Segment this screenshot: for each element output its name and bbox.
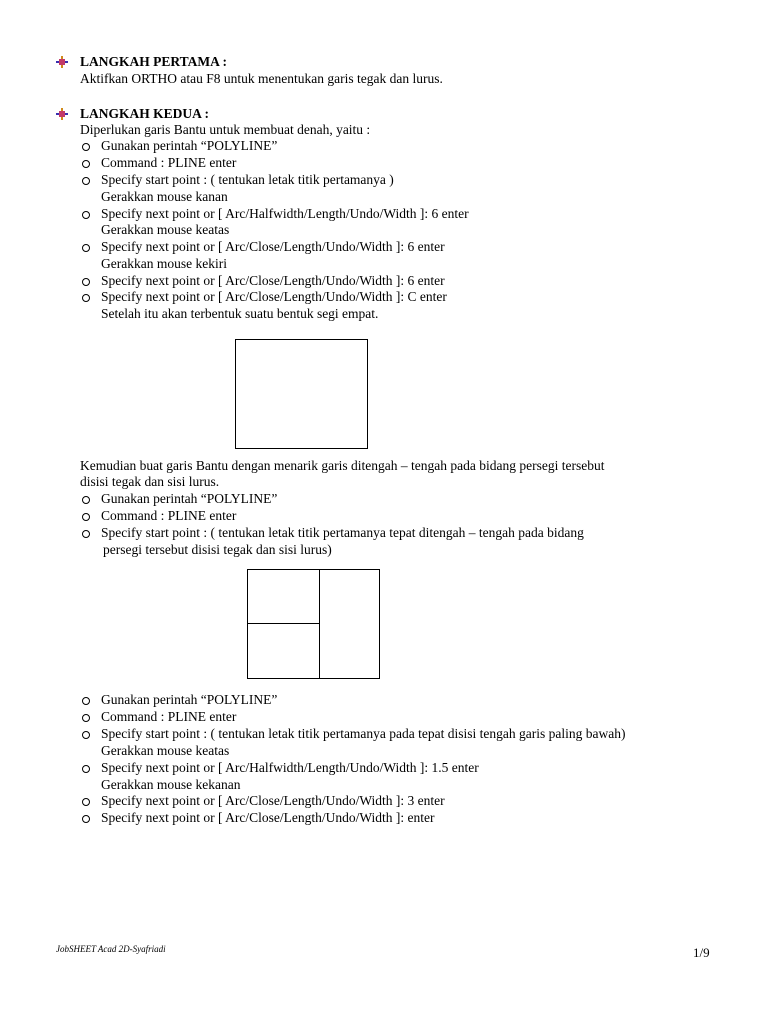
section3-intro: disisi tegak dan sisi lurus.: [80, 474, 220, 489]
vertical-divider: [319, 569, 320, 679]
section2-heading: LANGKAH KEDUA :: [80, 106, 210, 121]
list-bullet: [82, 143, 90, 151]
divided-square-diagram: [247, 569, 380, 679]
list-item: Gunakan perintah “POLYLINE”: [101, 491, 278, 506]
list-item: Specify start point : ( tentukan letak titik pertamanya ): [101, 172, 394, 187]
list-item: Specify start point : ( tentukan letak titik pertamanya tepat ditengah – tengah pada bidang: [101, 525, 584, 540]
section1-heading: LANGKAH PERTAMA :: [80, 54, 228, 69]
list-bullet: [82, 496, 90, 504]
section2-intro: Diperlukan garis Bantu untuk membuat denah, yaitu :: [80, 122, 371, 137]
list-bullet: [82, 211, 90, 219]
list-bullet: [82, 815, 90, 823]
bullet-icon: [56, 56, 68, 68]
list-item: Command : PLINE enter: [101, 709, 237, 724]
footer-title: JobSHEET Acad 2D-Syafriadi: [56, 944, 166, 954]
list-item: Specify start point : ( tentukan letak titik pertamanya pada tepat disisi tengah garis paling bawah): [101, 726, 626, 741]
page-number: 1/9: [693, 945, 710, 960]
list-subtext: Gerakkan mouse kekanan: [101, 777, 241, 792]
list-subtext: Gerakkan mouse keatas: [101, 222, 230, 237]
list-bullet: [82, 177, 90, 185]
list-bullet: [82, 278, 90, 286]
list-subtext: persegi tersebut disisi tegak dan sisi lurus): [103, 542, 332, 557]
list-item: Gunakan perintah “POLYLINE”: [101, 692, 278, 707]
list-item: Specify next point or [ Arc/Halfwidth/Length/Undo/Width ]: 6 enter: [101, 206, 469, 221]
list-item: Specify next point or [ Arc/Close/Length/Undo/Width ]: C enter: [101, 289, 447, 304]
list-subtext: Gerakkan mouse keatas: [101, 743, 230, 758]
list-subtext: Gerakkan mouse kekiri: [101, 256, 227, 271]
list-item: Specify next point or [ Arc/Close/Length/Undo/Width ]: 6 enter: [101, 239, 445, 254]
list-bullet: [82, 697, 90, 705]
list-bullet: [82, 294, 90, 302]
list-item: Specify next point or [ Arc/Close/Length/Undo/Width ]: 6 enter: [101, 273, 445, 288]
list-bullet: [82, 714, 90, 722]
list-bullet: [82, 244, 90, 252]
section3-intro: Kemudian buat garis Bantu dengan menarik garis ditengah – tengah pada bidang persegi tersebut: [80, 458, 605, 473]
list-bullet: [82, 513, 90, 521]
list-subtext: Gerakkan mouse kanan: [101, 189, 228, 204]
list-item: Gunakan perintah “POLYLINE”: [101, 138, 278, 153]
list-bullet: [82, 798, 90, 806]
list-bullet: [82, 160, 90, 168]
list-item: Specify next point or [ Arc/Halfwidth/Length/Undo/Width ]: 1.5 enter: [101, 760, 479, 775]
list-item: Command : PLINE enter: [101, 508, 237, 523]
square-diagram: [235, 339, 368, 449]
list-bullet: [82, 765, 90, 773]
bullet-icon: [56, 108, 68, 120]
list-item: Specify next point or [ Arc/Close/Length/Undo/Width ]: 3 enter: [101, 793, 445, 808]
list-bullet: [82, 530, 90, 538]
section1-text: Aktifkan ORTHO atau F8 untuk menentukan garis tegak dan lurus.: [80, 71, 443, 86]
list-bullet: [82, 731, 90, 739]
list-subtext: Setelah itu akan terbentuk suatu bentuk segi empat.: [101, 306, 379, 321]
list-item: Specify next point or [ Arc/Close/Length/Undo/Width ]: enter: [101, 810, 435, 825]
outer-square: [247, 569, 380, 679]
horizontal-divider: [247, 623, 320, 624]
list-item: Command : PLINE enter: [101, 155, 237, 170]
